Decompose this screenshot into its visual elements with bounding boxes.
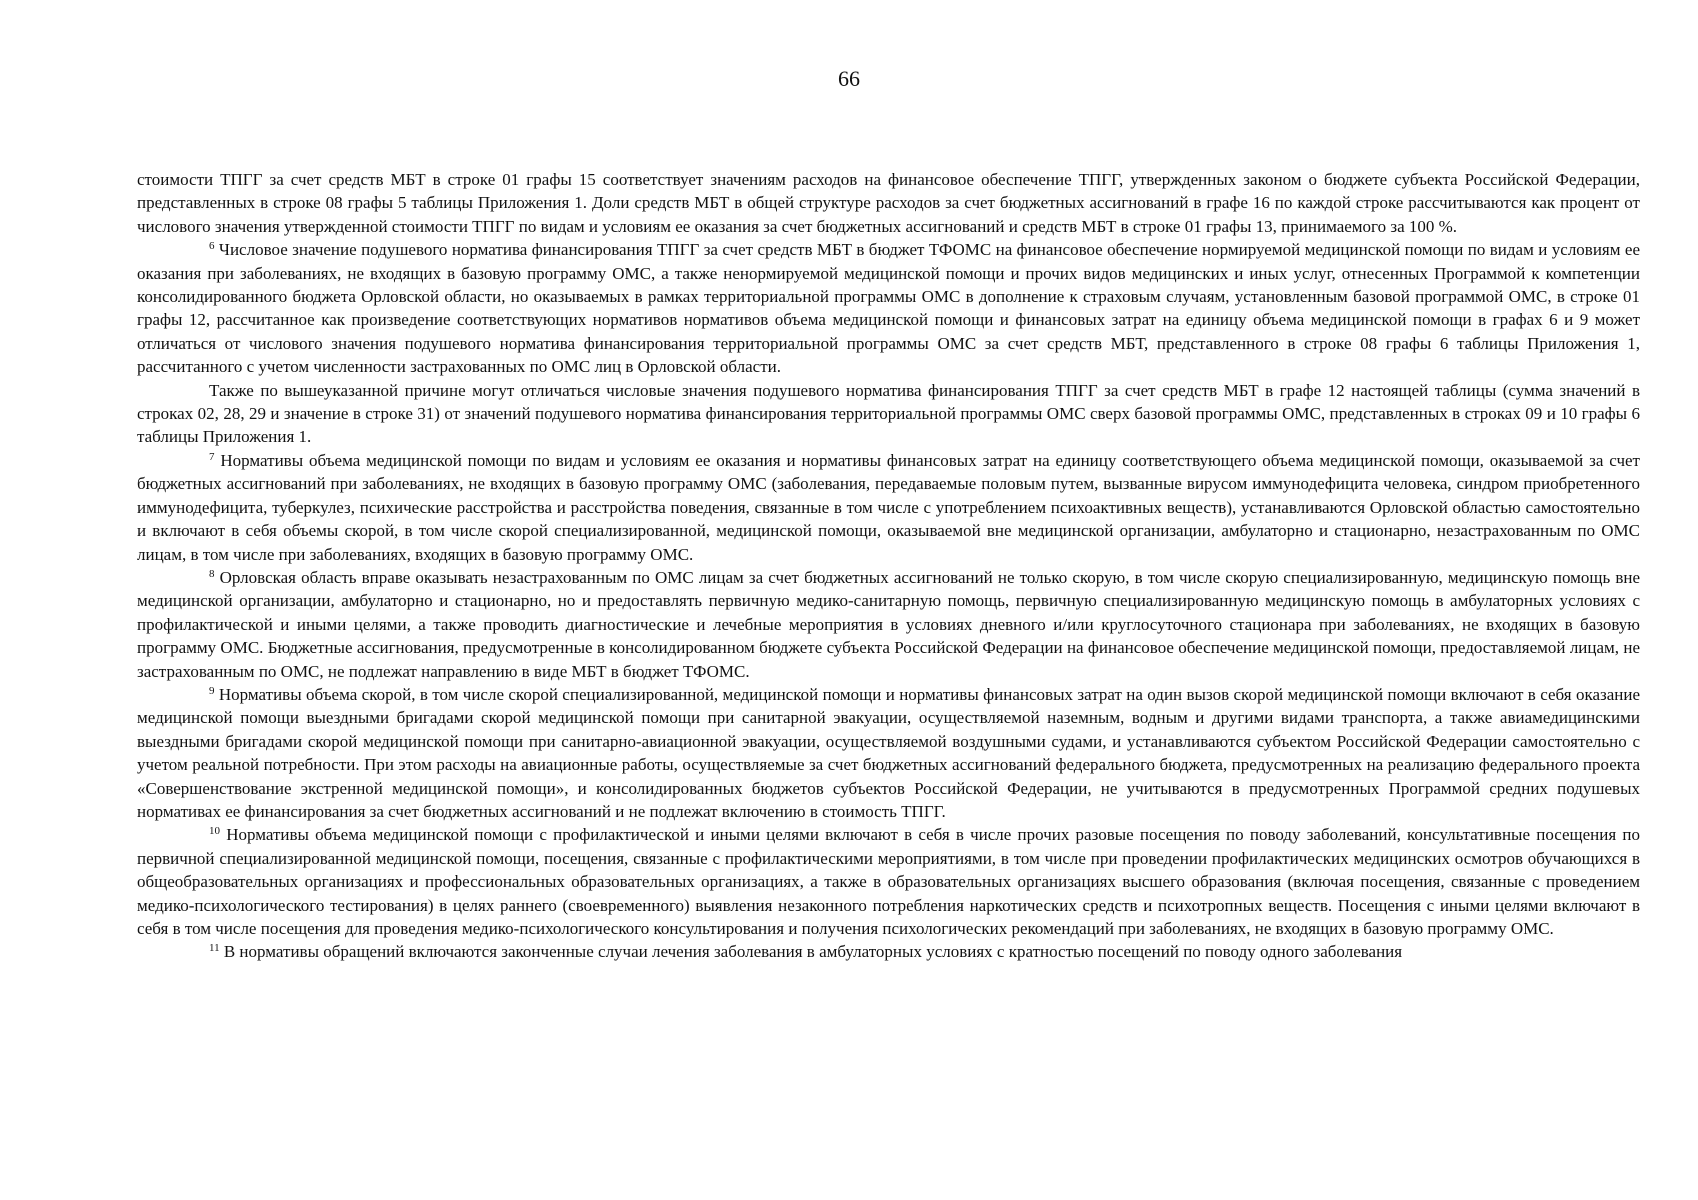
footnote-mark: 9 <box>209 684 215 697</box>
footnote-text: Числовое значение подушевого норматива финансирования ТПГГ за счет средств МБТ в бюджет ТФОМС на финансовое обеспечение нормируемой медицинской помощи по видам и условиям ее оказания при заболеваниях, не входящих в базовую программу ОМС, а также ненормируемой медицинской помощи и прочих видов медицинских и иных услуг, отнесенных Программой к компетенции консолидированного бюджета Орловской области, но оказываемых в рамках территориальной программы ОМС в дополнение к страховым случаям, установленным базовой программой ОМС, в строке 01 графы 12, рассчитанное как произведение соответствующих нормативов нормативов объема медицинской помощи и финансовых затрат на единицу объема медицинской помощи в графах 6 и 9 может отличаться от числового значения подушевого норматива финансирования территориальной программы ОМС за счет средств МБТ, представленного в строке 08 графы 6 таблицы Приложения 1, рассчитанного с учетом численности застрахованных по ОМС лиц в Орловской области. <box>137 240 1640 377</box>
footnote-11 <box>137 940 1640 963</box>
paragraph-text: стоимости ТПГГ за счет средств МБТ в строке 01 графы 15 соответствует значениям расходов на финансовое обеспечение ТПГГ, утвержденных законом о бюджете субъекта Российской Федерации, представленных в строке 08 графы 5 таблицы Приложения 1. Доли средств МБТ в общей структуре расходов за счет бюджетных ассигнований в графе 16 по каждой строке рассчитываются как процент от числового значения утвержденной стоимости ТПГГ по видам и условиям ее оказания за счет бюджетных ассигнований и средств МБТ в строке 01 графы 13, принимаемого за 100 %. <box>137 170 1640 236</box>
paragraph-text: Также по вышеуказанной причине могут отличаться числовые значения подушевого норматива финансирования ТПГГ за счет средств МБТ в графе 12 настоящей таблицы (сумма значений в строках 02, 28, 29 и значение в строке 31) от значений подушевого норматива финансирования территориальной программы ОМС сверх базовой программы ОМС, представленных в строках 09 и 10 графы 6 таблицы Приложения 1. <box>137 380 1640 447</box>
footnote-text: Нормативы объема скорой, в том числе скорой специализированной, медицинской помощи и нормативы финансовых затрат на один вызов скорой медицинской помощи включают в себя оказание медицинской помощи выездными бригадами скорой медицинской помощи при санитарной эвакуации, осуществляемой наземным, водным и другими видами транспорта, а также авиамедицинскими выездными бригадами скорой медицинской помощи при санитарно-авиационной эвакуации, осуществляемой воздушными судами, и устанавливаются субъектом Российской Федерации самостоятельно с учетом реальной потребности. При этом расходы на авиационные работы, осуществляемые за счет бюджетных ассигнований федерального бюджета, предусмотренных на реализацию федерального проекта «Совершенствование экстренной медицинской помощи», и консолидированных бюджетов субъектов Российской Федерации, не учитываются в предусмотренных Программой средних подушевых нормативах ее финансирования за счет бюджетных ассигнований и не подлежат включению в стоимость ТПГГ. <box>137 684 1640 821</box>
footnote-mark: 8 <box>209 567 215 580</box>
footnote-10 <box>137 823 1640 940</box>
paragraph-continuation <box>137 168 1640 238</box>
footnote-text: Нормативы объема медицинской помощи с профилактической и иными целями включают в себя в числе прочих разовые посещения по поводу заболеваний, консультативные посещения по первичной специализированной медицинской помощи, посещения, связанные с профилактическими мероприятиями, в том числе при проведении профилактических медицинских осмотров обучающихся в общеобразовательных организациях и профессиональных образовательных организациях, а также в образовательных организациях высшего образования (включая посещения, связанные с проведением медико-психологического тестирования) в целях раннего (своевременного) выявления незаконного потребления наркотических средств и психотропных веществ. Посещения с иными целями включают в себя в том числе посещения для проведения медико-психологического консультирования и получения психологических рекомендаций при заболеваниях, не входящих в базовую программу ОМС. <box>137 825 1640 938</box>
footnote-text: Нормативы объема медицинской помощи по видам и условиям ее оказания и нормативы финансовых затрат на единицу соответствующего объема медицинской помощи, оказываемой за счет бюджетных ассигнований при заболеваниях, не входящих в базовую программу ОМС (заболевания, передаваемые половым путем, вызванные вирусом иммунодефицита человека, синдром приобретенного иммунодефицита, туберкулез, психические расстройства и расстройства поведения, связанные в том числе с употреблением психоактивных веществ), устанавливаются Орловской областью самостоятельно и включают в себя объемы скорой, в том числе скорой специализированной, медицинской помощи, оказываемой вне медицинской организации, амбулаторно и стационарно, незастрахованным по ОМС лицам, в том числе при заболеваниях, входящих в базовую программу ОМС. <box>137 450 1640 564</box>
footnote-8 <box>137 566 1640 683</box>
footnote-7 <box>137 449 1640 566</box>
footnote-9 <box>137 683 1640 823</box>
footnote-mark: 6 <box>209 240 215 253</box>
footnote-6-continuation <box>137 379 1640 449</box>
footnote-mark: 10 <box>209 825 220 838</box>
document-body <box>137 168 1640 964</box>
footnote-text: В нормативы обращений включаются законченные случаи лечения заболевания в амбулаторных условиях с кратностью посещений по поводу одного заболевания <box>219 942 1403 962</box>
footnote-6 <box>137 238 1640 378</box>
footnote-mark: 7 <box>209 450 215 463</box>
page-number: 66 <box>838 66 860 91</box>
footnote-mark: 11 <box>209 942 220 955</box>
footnote-text: Орловская область вправе оказывать незастрахованным по ОМС лицам за счет бюджетных ассигнований не только скорую, в том числе скорую специализированную, медицинскую помощь вне медицинской организации, амбулаторно и стационарно, но и предоставлять первичную медико-санитарную помощь, первичную специализированную медицинскую помощь в амбулаторных условиях с профилактической и иными целями, а также проводить диагностические и лечебные мероприятия в условиях дневного и/или круглосуточного стационара при заболеваниях, не входящих в базовую программу ОМС. Бюджетные ассигнования, предусмотренные в консолидированном бюджете субъекта Российской Федерации на финансовое обеспечение медицинской помощи, предоставляемой лицам, не застрахованным по ОМС, не подлежат направлению в виде МБТ в бюджет ТФОМС. <box>137 567 1640 681</box>
